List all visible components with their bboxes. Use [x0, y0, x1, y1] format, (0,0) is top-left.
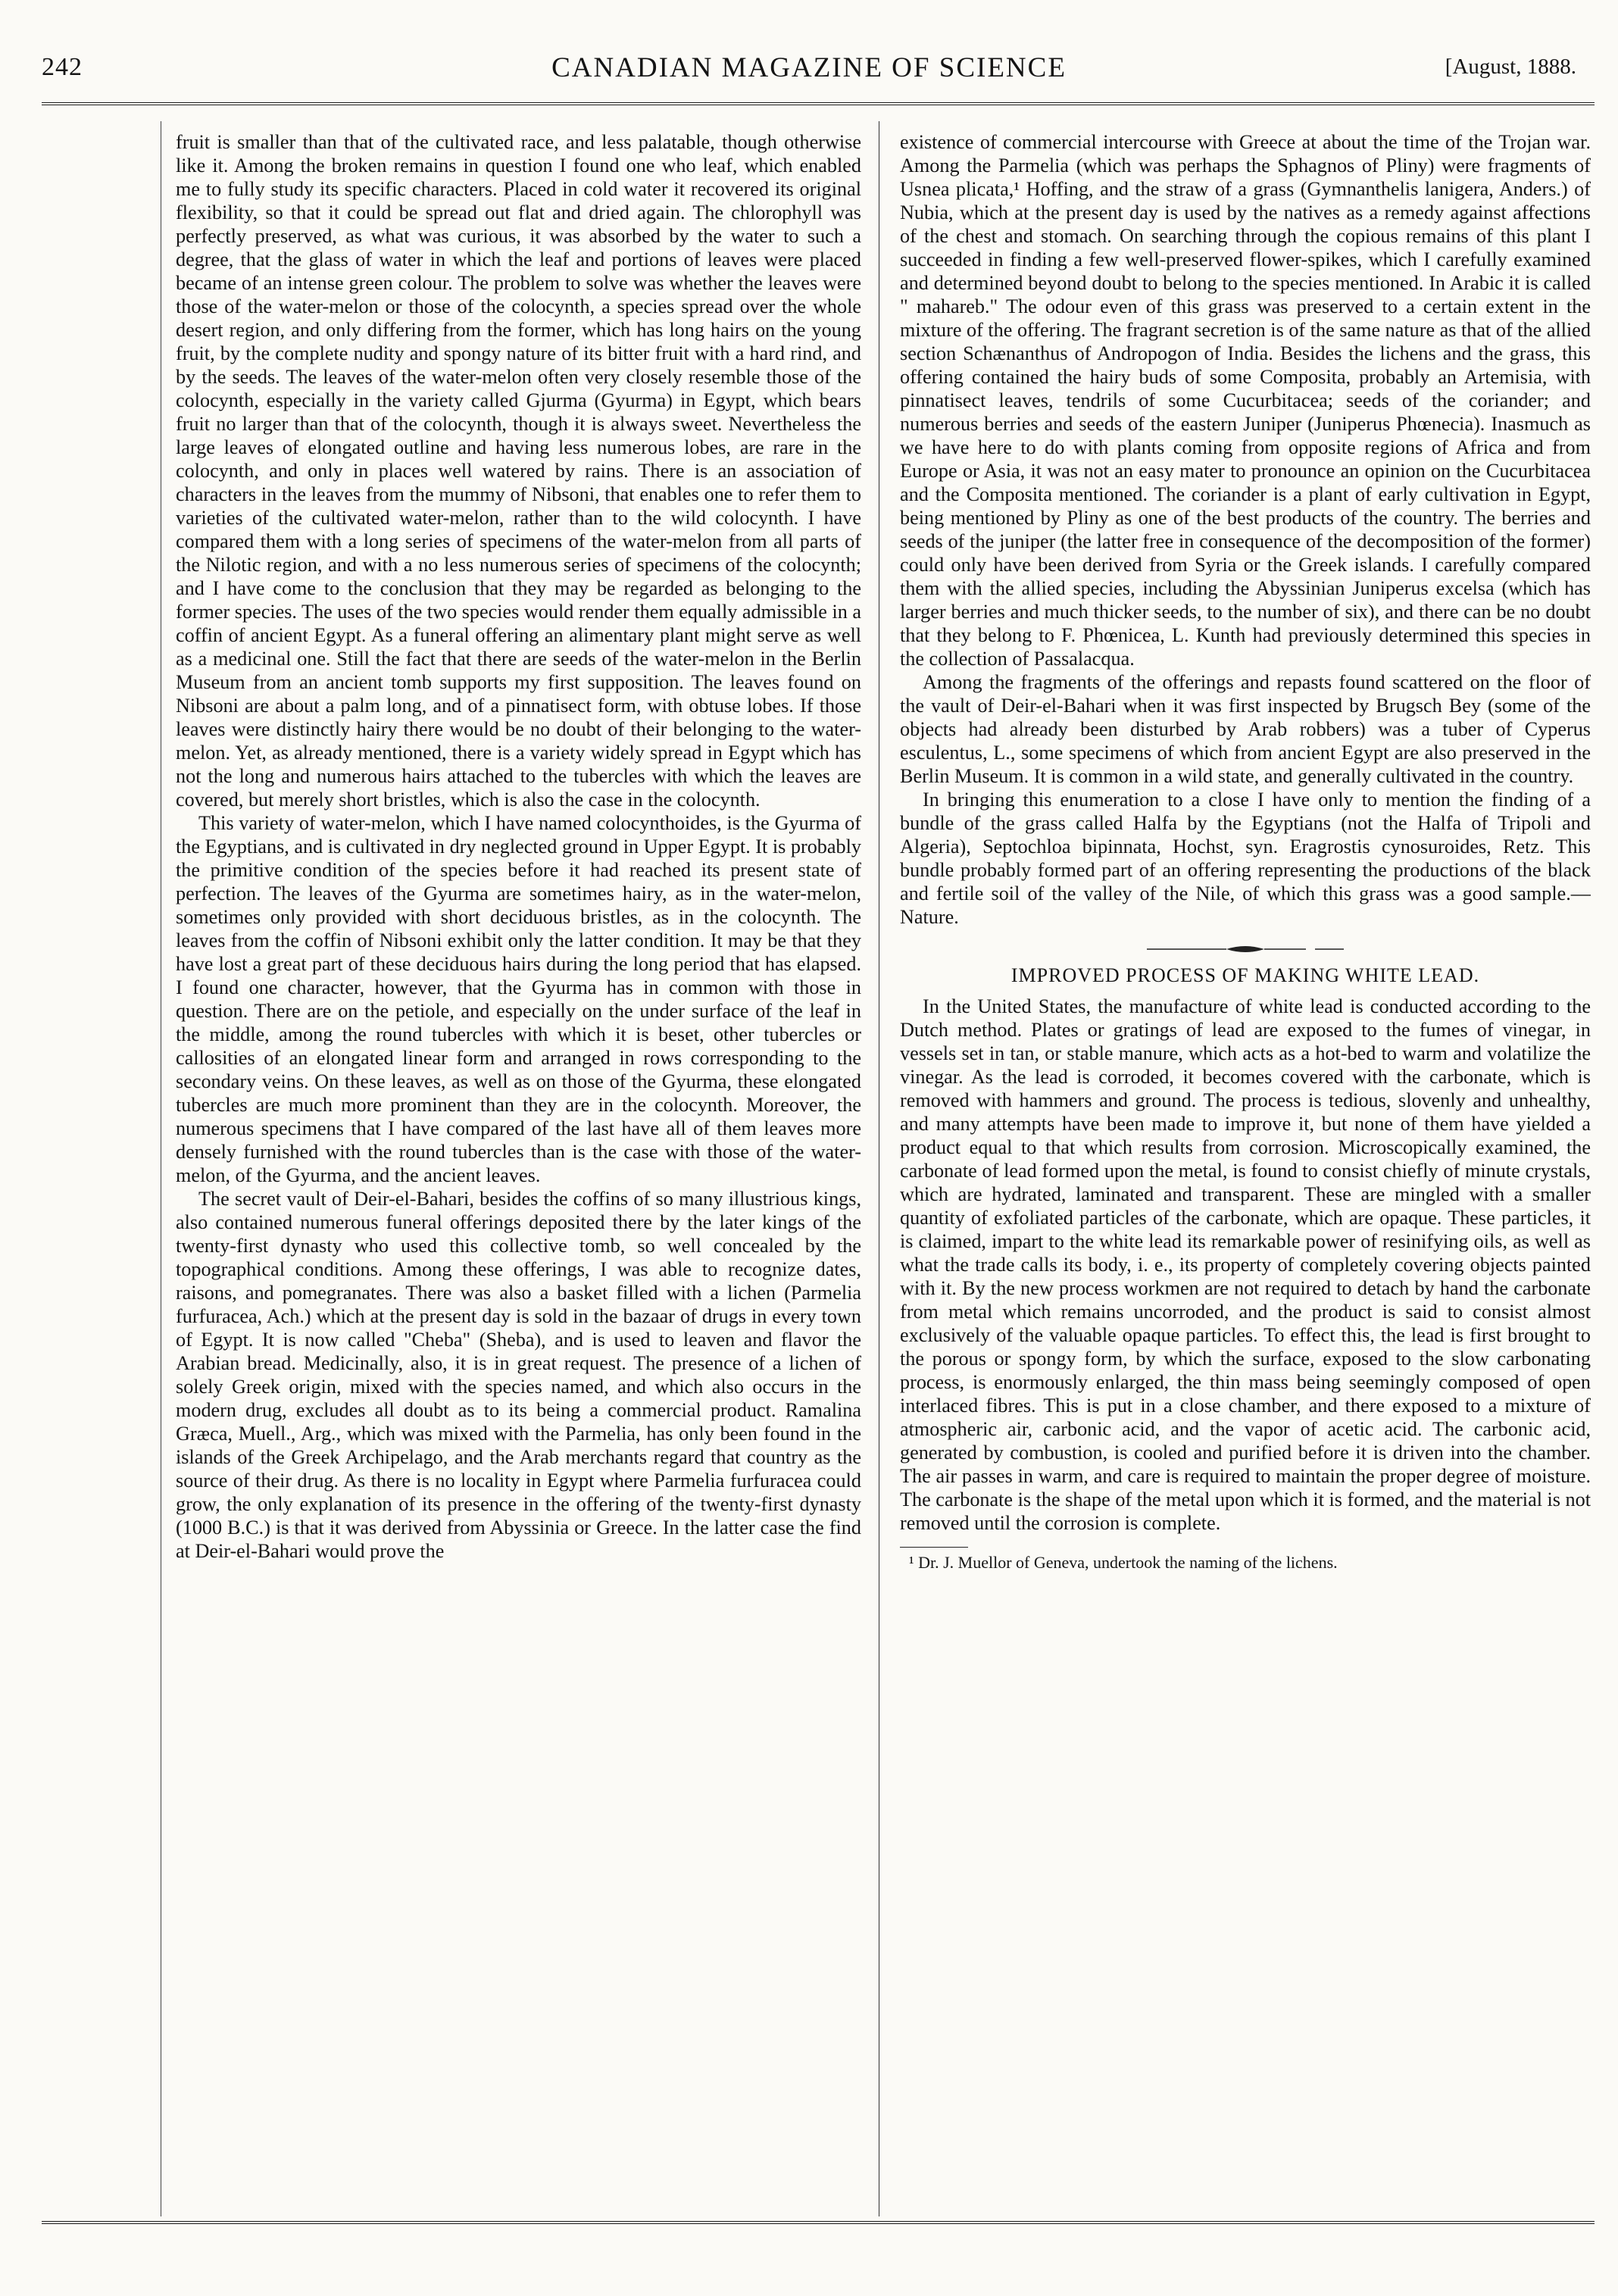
footnote: ¹ Dr. J. Muellor of Geneva, undertook the naming of the lichens. [909, 1553, 1338, 1572]
footnote-rule [900, 1547, 968, 1548]
paragraph: fruit is smaller than that of the cultivated race, and less palatable, though otherwise like it. Among the broken remains in question I found one who leaf, which enabled me to fully study its specific characters. Placed in cold water it recovered its original flexibility, so that it could be spread out flat and dried again. The chlorophyll was perfectly preserved, as what was curious, it was absorbed by the water to such a degree, that the glass of water in which the leaf and portions of leaves were placed became of an intense green colour. The problem to solve was whether the leaves were those of the water-melon or those of the colocynth, a species spread over the whole desert region, and only differing from the former, which has long hairs on the young fruit, by the complete nudity and spongy nature of its bitter fruit with a hard rind, and by the seeds. The leaves of the water-melon often very closely resemble those of the colocynth, especially in the variety called Gjurma (Gyurma) in Egypt, which bears fruit no larger than that of the colocynth, though it is always sweet. Nevertheless the large leaves of elongated outline and having less numerous lobes, are rare in the colocynth, and only in places well watered by rains. There is an association of characters in the leaves from the mummy of Nibsoni, that enables one to refer them to varieties of the cultivated water-melon, rather than to the wild colocynth. I have compared them with a long series of specimens of the water-melon from all parts of the Nilotic region, and with a no less numerous series of specimens of the colocynth; and I have come to the conclusion that they may be regarded as belonging to the former species. The uses of the two species would render them equally admissible in a coffin of ancient Egypt. As a funeral offering an alimentary plant might serve as well as a medicinal one. Still the fact that there are seeds of the water-melon in the Berlin Museum from an ancient tomb supports my first supposition. The leaves found on Nibsoni are about a palm long, and of a pinnatisect form, with obtuse lobes. If those leaves were distinctly hairy there would be no doubt of their belonging to the water-melon. Yet, as already mentioned, there is a variety widely spread in Egypt which has not the long and numerous hairs attached to the tubercles with which the leaves are covered, but merely short bristles, which is also the case in the colocynth. [176, 131, 861, 811]
paragraph: In bringing this enumeration to a close I have only to mention the finding of a bundle of the grass called Halfa by the Egyptians (not the Halfa of Tripoli and Algeria), Septochloa bipinnata, Hochst, syn. Eragrostis cynosuroides, Retz. This bundle probably formed part of an offering representing the productions of the black and fertile soil of the valley of the Nile, of which this grass was a good sample.—Nature. [900, 789, 1591, 928]
page-number: 242 [42, 53, 83, 81]
section-ornament [900, 944, 1591, 954]
left-column [176, 130, 861, 2206]
paragraph: In the United States, the manufacture of white lead is conducted according to the Dutch method. Plates or gratings of lead are exposed to the fumes of vinegar, in vessels set in tan, or stable manure, which acts as a hot-bed to warm and volatilize the vinegar. As the lead is corroded, it becomes covered with the carbonate, which is removed with hammers and ground. The process is tedious, slovenly and unhealthy, and many attempts have been made to improve it, but none of them have yielded a product equal to that which results from corrosion. Microscopically examined, the carbonate of lead formed upon the metal, is found to consist chiefly of minute crystals, which are hydrated, laminated and transparent. These are mingled with a smaller quantity of exfoliated particles of the carbonate, which are opaque. These particles, it is claimed, impart to the white lead its remarkable power of resinifying oils, as well as what the trade calls its body, i. e., its property of completely covering objects painted with it. By the new process workmen are not required to detach by hand the carbonate from metal which remains uncorroded, and the product is said to consist almost exclusively of the valuable opaque particles. To effect this, the lead is first brought to the porous or spongy form, by which the surface, exposed to the slow carbonating process, is enormously enlarged, the thin mass being seemingly composed of open interlaced fibres. This is put in a close chamber, and there exposed to a mixture of atmospheric air, carbonic acid, and the vapor of acetic acid. The carbonic acid, generated by combustion, is cooled and purified before it is driven into the chamber. The air passes in warm, and care is required to maintain the proper degree of moisture. The carbonate is the shape of the metal upon which it is formed, and the material is not removed until the corrosion is complete. [900, 995, 1591, 1534]
right-column [900, 130, 1591, 2206]
footer-rule [42, 2221, 1595, 2226]
article-title: IMPROVED PROCESS OF MAKING WHITE LEAD. [1010, 964, 1480, 986]
paragraph: Among the fragments of the offerings and repasts found scattered on the floor of the vault of Deir-el-Bahari when it was first inspected by Brugsch Bey (some of the objects had already been disturbed by Arab robbers) was a tuber of Cyperus esculentus, L., some specimens of which from ancient Egypt are also preserved in the Berlin Museum. It is common in a wild state, and generally cultivated in the country. [900, 671, 1591, 787]
paragraph: The secret vault of Deir-el-Bahari, besides the coffins of so many illustrious kings, also contained numerous funeral offerings deposited there by the later kings of the twenty-first dynasty who used this collective tomb, so well concealed by the topographical conditions. Among these offerings, I was able to recognize dates, raisons, and pomegranates. There was also a basket filled with a lichen (Parmelia furfuracea, Ach.) which at the present day is sold in the bazaar of drugs in every town of Egypt. It is now called "Cheba" (Sheba), and is used to leaven and flavor the Arabian bread. Medicinally, also, it is in great request. The presence of a lichen of solely Greek origin, mixed with the species named, and which also occurs in the modern drug, excludes all doubt as to its being a commercial product. Ramalina Græca, Muell., Arg., which was mixed with the Parmelia, has only been found in the islands of the Greek Archipelago, and the Arab merchants regard that country as the source of their drug. As there is no locality in Egypt where Parmelia furfuracea could grow, the only explanation of its presence in the offering of the twenty-first dynasty (1000 B.C.) is that it was derived from Abyssinia or Greece. In the latter case the find at Deir-el-Bahari would prove the [176, 1188, 861, 1562]
issue-date: [August, 1888. [1445, 55, 1576, 79]
journal-title: CANADIAN MAGAZINE OF SCIENCE [551, 52, 1067, 83]
header-rule [42, 102, 1595, 108]
paragraph: This variety of water-melon, which I have named colocynthoides, is the Gyurma of the Egyptians, and is cultivated in dry neglected ground in Upper Egypt. It is probably the primitive condition of the species before it had reached its present state of perfection. The leaves of the Gyurma are sometimes hairy, as in the water-melon, sometimes only provided with short deciduous bristles, as in the colocynth. The leaves from the coffin of Nibsoni exhibit only the latter condition. It may be that they have lost a great part of these deciduous hairs during the long period that has elapsed. I found one character, however, that the Gyurma has in common with those in question. There are on the petiole, and especially on the under surface of the leaf in the middle, among the round tubercles with which it is beset, other tubercles or callosities of an elongated linear form and arranged in rows corresponding to the secondary veins. On these leaves, as well as on those of the Gyurma, these elongated tubercles are much more prominent than they are in the colocynth. Moreover, the numerous specimens that I have compared of the last have all of them leaves more densely furnished with the round tubercles than is the case with those of the water-melon, of the Gyurma, and the ancient leaves. [176, 812, 861, 1186]
paragraph: existence of commercial intercourse with Greece at about the time of the Trojan war. Among the Parmelia (which was perhaps the Sphagnos of Pliny) were fragments of Usnea plicata,¹ Hoffing, and the straw of a grass (Gymnanthelis lanigera, Anders.) of Nubia, which at the present day is used by the natives as a remedy against affections of the chest and stomach. On searching through the copious remains of this plant I succeeded in finding a few well-preserved flower-spikes, which I carefully examined and determined beyond doubt to belong to the species mentioned. In Arabic it is called " mahareb." The odour even of this grass was preserved to a certain extent in the mixture of the offering. The fragrant secretion is of the same nature as that of the allied section Schænanthus of Andropogon of India. Besides the lichens and the grass, this offering contained the hairy buds of some Composita, probably an Artemisia, with pinnatisect leaves, tendrils of some Cucurbitacea; seeds of the coriander; and numerous berries and seeds of the eastern Juniper (Juniperus Phœnecia). Inasmuch as we have here to do with plants coming from opposite regions of Africa and from Europe or Asia, it was not an easy mater to pronounce an opinion on the Cucurbitacea and the Composita mentioned. The coriander is a plant of early cultivation in Egypt, being mentioned by Pliny as one of the best products of the country. The berries and seeds of the juniper (the latter free in consequence of the decomposition of the former) could only have been derived from Syria or the Greek islands. I carefully compared them with the allied species, including the Abyssinian Juniperus excelsa (which has larger berries and much thicker seeds, to the number of six), and there can be no doubt that they belong to F. Phœnicea, L. Kunth had previously determined this species in the collection of Passalacqua. [900, 131, 1591, 670]
page-header [42, 47, 1576, 92]
